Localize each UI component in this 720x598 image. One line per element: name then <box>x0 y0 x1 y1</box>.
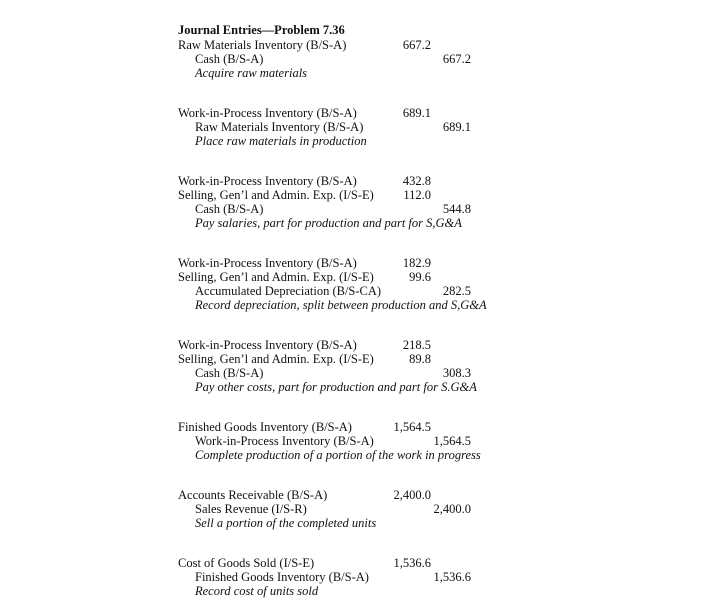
debit-amount: 218.5 <box>402 338 431 352</box>
debit-account: Work-in-Process Inventory (B/S-A) <box>178 106 357 120</box>
credit-amount: 544.8 <box>442 202 471 216</box>
debit-account: Work-in-Process Inventory (B/S-A) <box>178 174 357 188</box>
credit-amount: 1,564.5 <box>433 434 471 448</box>
credit-account: Sales Revenue (I/S-R) <box>195 502 307 516</box>
entry-description: Sell a portion of the completed units <box>195 516 377 530</box>
debit-account: Work-in-Process Inventory (B/S-A) <box>178 338 357 352</box>
debit-amount: 89.8 <box>409 352 431 366</box>
credit-account: Cash (B/S-A) <box>195 202 264 216</box>
entry-description: Acquire raw materials <box>195 66 308 80</box>
debit-amount: 667.2 <box>402 38 431 52</box>
entry-description: Pay salaries, part for production and part for S,G&A <box>195 216 462 230</box>
entry-description: Record depreciation, split between production and S,G&A <box>195 298 487 312</box>
debit-account: Selling, Gen’l and Admin. Exp. (I/S-E) <box>178 270 374 284</box>
debit-amount: 689.1 <box>402 106 431 120</box>
debit-account: Accounts Receivable (B/S-A) <box>178 488 328 502</box>
debit-amount: 99.6 <box>409 270 431 284</box>
credit-amount: 1,536.6 <box>433 570 471 584</box>
credit-account: Finished Goods Inventory (B/S-A) <box>195 570 369 584</box>
debit-amount: 432.8 <box>402 174 431 188</box>
debit-amount: 2,400.0 <box>393 488 431 502</box>
entry-description: Record cost of units sold <box>195 584 319 598</box>
credit-account: Work-in-Process Inventory (B/S-A) <box>195 434 374 448</box>
credit-account: Cash (B/S-A) <box>195 52 264 66</box>
credit-account: Accumulated Depreciation (B/S-CA) <box>195 284 382 298</box>
page-title: Journal Entries—Problem 7.36 <box>178 23 345 37</box>
entry-description: Place raw materials in production <box>195 134 367 148</box>
credit-amount: 282.5 <box>442 284 471 298</box>
debit-amount: 112.0 <box>403 188 431 202</box>
debit-account: Finished Goods Inventory (B/S-A) <box>178 420 352 434</box>
debit-amount: 1,564.5 <box>393 420 431 434</box>
debit-account: Cost of Goods Sold (I/S-E) <box>178 556 315 570</box>
debit-account: Selling, Gen’l and Admin. Exp. (I/S-E) <box>178 352 374 366</box>
credit-amount: 667.2 <box>442 52 471 66</box>
entry-description: Pay other costs, part for production and part for S.G&A <box>195 380 477 394</box>
entry-description: Complete production of a portion of the work in progress <box>195 448 481 462</box>
credit-amount: 689.1 <box>442 120 471 134</box>
debit-account: Selling, Gen’l and Admin. Exp. (I/S-E) <box>178 188 374 202</box>
debit-account: Work-in-Process Inventory (B/S-A) <box>178 256 357 270</box>
credit-amount: 308.3 <box>442 366 471 380</box>
debit-account: Raw Materials Inventory (B/S-A) <box>178 38 347 52</box>
debit-amount: 1,536.6 <box>393 556 431 570</box>
debit-amount: 182.9 <box>402 256 431 270</box>
credit-amount: 2,400.0 <box>433 502 471 516</box>
credit-account: Cash (B/S-A) <box>195 366 264 380</box>
credit-account: Raw Materials Inventory (B/S-A) <box>195 120 364 134</box>
